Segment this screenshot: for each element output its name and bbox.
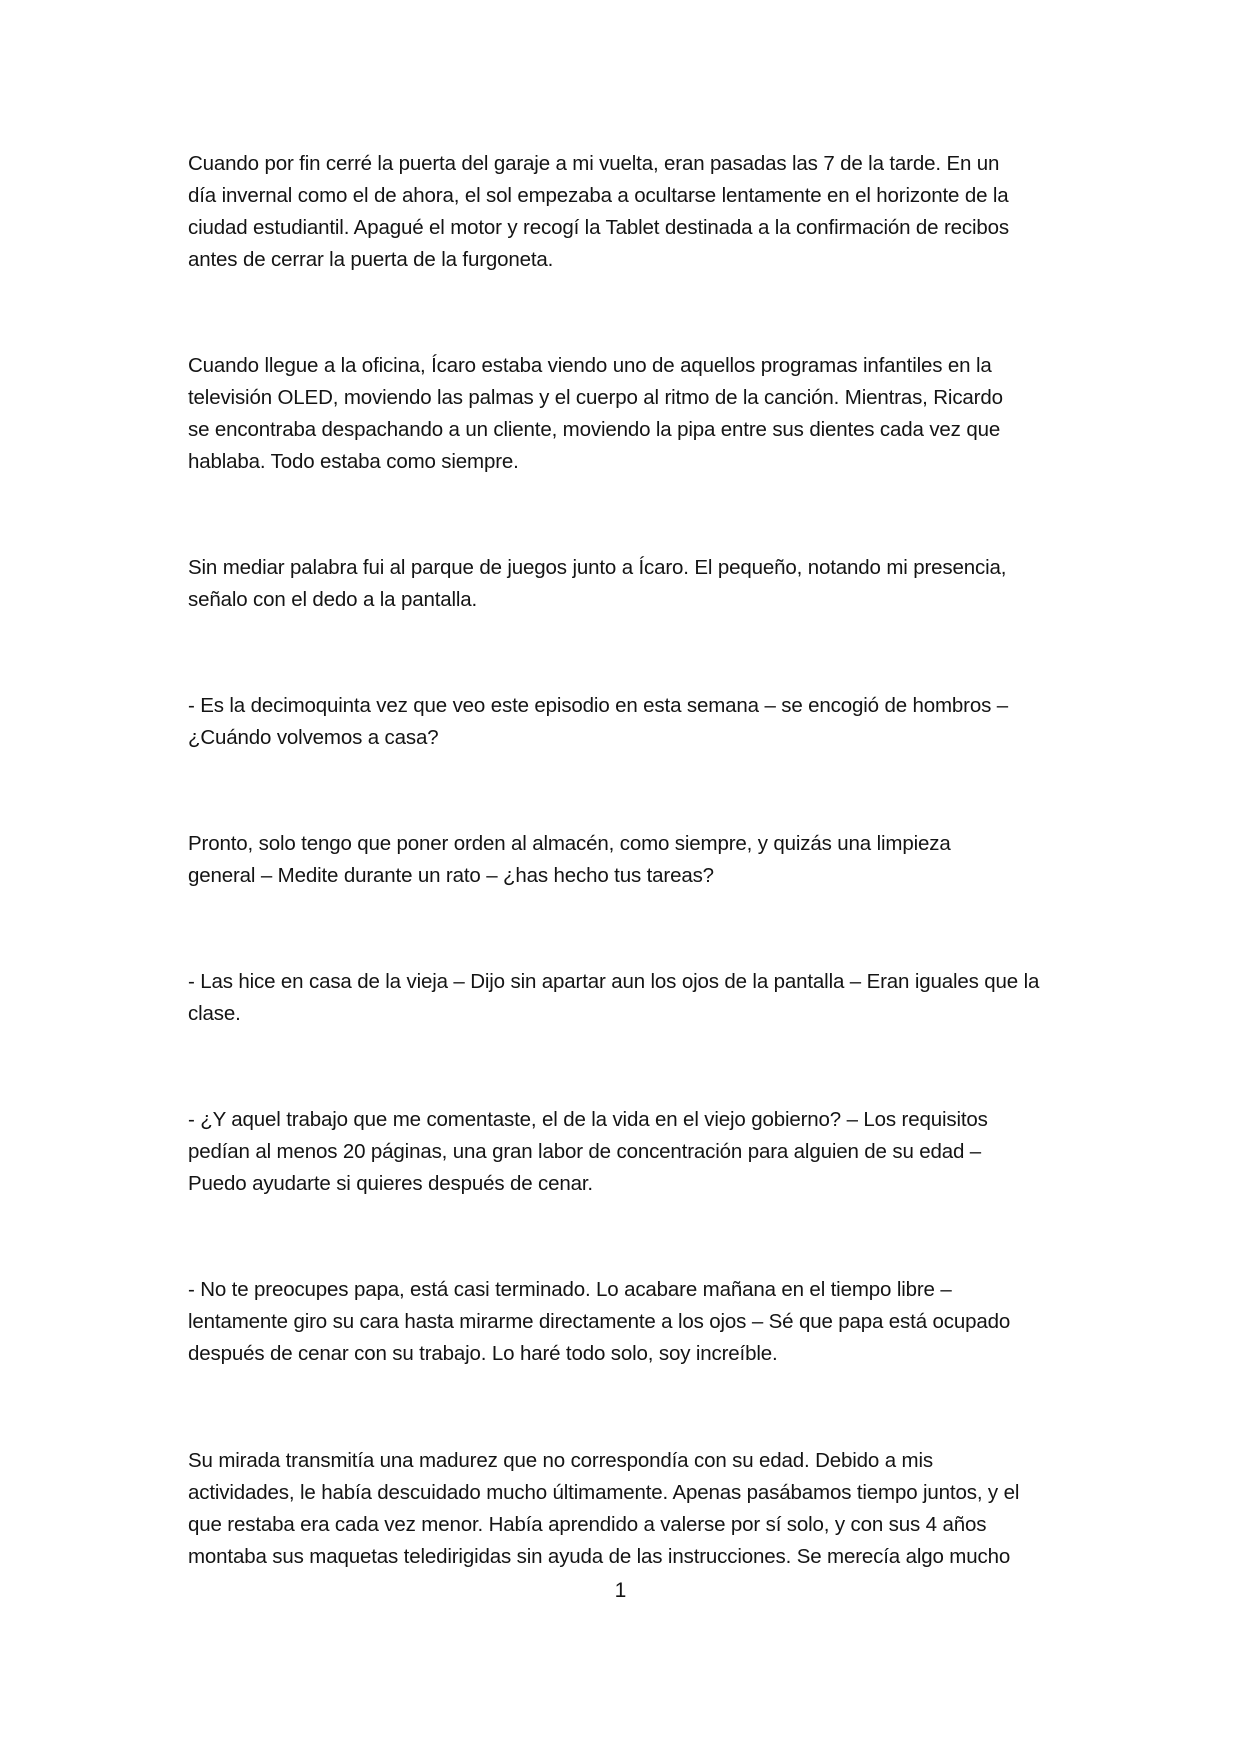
paragraph-9-line-1: Su mirada transmitía una madurez que no correspondía con su edad. Debido a mis	[188, 1449, 933, 1472]
paragraph-7-line-1: - ¿Y aquel trabajo que me comentaste, el de la vida en el viejo gobierno? – Los requisitos	[188, 1108, 988, 1131]
paragraph-5-line-2: general – Medite durante un rato – ¿has hecho tus tareas?	[188, 864, 714, 887]
paragraph-9-line-4: montaba sus maquetas teledirigidas sin ayuda de las instrucciones. Se merecía algo mucho	[188, 1545, 1011, 1568]
paragraph-1-line-3: ciudad estudiantil. Apagué el motor y recogí la Tablet destinada a la confirmación de recibos	[188, 216, 1009, 239]
paragraph-6-line-2: clase.	[188, 1002, 241, 1025]
paragraph-2-line-1: Cuando llegue a la oficina, Ícaro estaba viendo uno de aquellos programas infantiles en la	[188, 354, 992, 377]
paragraph-1-line-2: día invernal como el de ahora, el sol empezaba a ocultarse lentamente en el horizonte de la	[188, 184, 1009, 207]
paragraph-6-line-1: - Las hice en casa de la vieja – Dijo sin apartar aun los ojos de la pantalla – Eran iguales que la	[188, 970, 1040, 993]
paragraph-8-line-3: después de cenar con su trabajo. Lo haré todo solo, soy increíble.	[188, 1342, 778, 1365]
paragraph-3-line-1: Sin mediar palabra fui al parque de juegos junto a Ícaro. El pequeño, notando mi presencia,	[188, 556, 1007, 579]
page-number: 1	[614, 1579, 627, 1602]
paragraph-3-line-2: señalo con el dedo a la pantalla.	[188, 588, 478, 611]
paragraph-7-line-2: pedían al menos 20 páginas, una gran labor de concentración para alguien de su edad –	[188, 1140, 982, 1163]
paragraph-2-line-4: hablaba. Todo estaba como siempre.	[188, 450, 519, 473]
paragraph-9-line-2: actividades, le había descuidado mucho últimamente. Apenas pasábamos tiempo juntos, y el	[188, 1481, 1020, 1504]
paragraph-2-line-3: se encontraba despachando a un cliente, moviendo la pipa entre sus dientes cada vez que	[188, 418, 1001, 441]
paragraph-2-line-2: televisión OLED, moviendo las palmas y el cuerpo al ritmo de la canción. Mientras, Ricardo	[188, 386, 1003, 409]
paragraph-1-line-4: antes de cerrar la puerta de la furgoneta.	[188, 248, 554, 271]
paragraph-4-line-2: ¿Cuándo volvemos a casa?	[188, 726, 439, 749]
paragraph-1-line-1: Cuando por fin cerré la puerta del garaje a mi vuelta, eran pasadas las 7 de la tarde. En un	[188, 152, 1000, 175]
paragraph-4-line-1: - Es la decimoquinta vez que veo este episodio en esta semana – se encogió de hombros –	[188, 694, 1008, 717]
paragraph-7-line-3: Puedo ayudarte si quieres después de cenar.	[188, 1172, 593, 1195]
paragraph-8-line-2: lentamente giro su cara hasta mirarme directamente a los ojos – Sé que papa está ocupado	[188, 1310, 1011, 1333]
paragraph-9-line-3: que restaba era cada vez menor. Había aprendido a valerse por sí solo, y con sus 4 años	[188, 1513, 987, 1536]
paragraph-8-line-1: - No te preocupes papa, está casi terminado. Lo acabare mañana en el tiempo libre –	[188, 1278, 952, 1301]
paragraph-5-line-1: Pronto, solo tengo que poner orden al almacén, como siempre, y quizás una limpieza	[188, 832, 951, 855]
